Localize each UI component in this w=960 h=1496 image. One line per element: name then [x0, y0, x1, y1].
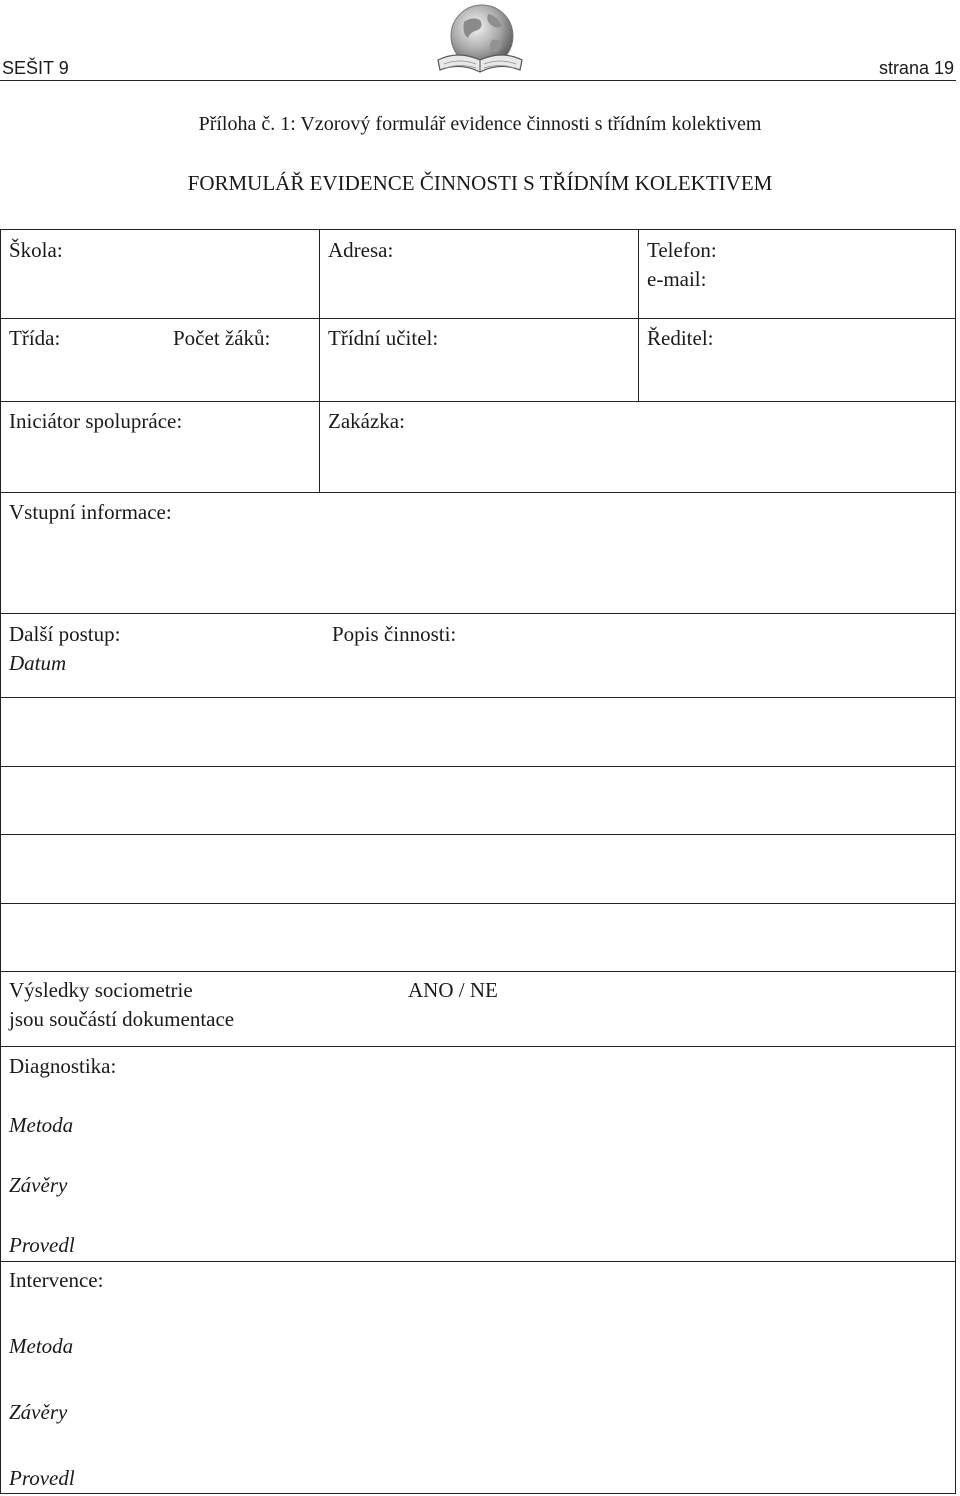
intervention-label: Intervence:: [9, 1268, 104, 1292]
diagnostics-method-label: Metoda: [9, 1113, 74, 1137]
principal-label: Ředitel:: [647, 326, 714, 350]
header-series-label: SEŠIT 9: [2, 58, 69, 78]
evidence-form: [0, 229, 956, 1494]
intervention-method-label: Metoda: [9, 1334, 74, 1358]
column-divider: [638, 230, 639, 401]
row-divider: [1, 492, 955, 493]
email-label: e-mail:: [647, 267, 707, 291]
row-divider: [1, 971, 955, 972]
pupil-count-label: Počet žáků:: [173, 326, 271, 350]
row-divider: [1, 697, 955, 698]
class-teacher-label: Třídní učitel:: [328, 326, 439, 350]
assignment-label: Zakázka:: [328, 409, 405, 433]
header-page-number: strana 19: [878, 58, 954, 78]
activity-description-label: Popis činnosti:: [332, 622, 457, 646]
row-divider: [1, 766, 955, 767]
cooperation-initiator-label: Iniciátor spolupráce:: [9, 409, 183, 433]
intervention-performed-by-label: Provedl: [9, 1466, 75, 1490]
date-label: Datum: [9, 651, 67, 675]
row-divider: [1, 318, 955, 319]
row-divider: [1, 834, 955, 835]
diagnostics-performed-by-label: Provedl: [9, 1233, 75, 1257]
column-divider: [319, 230, 320, 492]
phone-label: Telefon:: [647, 238, 717, 262]
diagnostics-label: Diagnostika:: [9, 1054, 117, 1078]
next-steps-label: Další postup:: [9, 622, 121, 646]
input-information-label: Vstupní informace:: [9, 500, 172, 524]
school-label: Škola:: [9, 238, 63, 262]
row-divider: [1, 1046, 955, 1047]
diagnostics-conclusions-label: Závěry: [9, 1173, 68, 1197]
yes-no-option: ANO / NE: [408, 978, 498, 1002]
row-divider: [1, 903, 955, 904]
row-divider: [1, 613, 955, 614]
address-label: Adresa:: [328, 238, 394, 262]
sociometry-documentation-label: jsou součástí dokumentace: [9, 1007, 235, 1031]
row-divider: [1, 401, 955, 402]
appendix-caption: Příloha č. 1: Vzorový formulář evidence činnosti s třídním kolektivem: [198, 113, 762, 135]
row-divider: [1, 1261, 955, 1262]
sociometry-results-label: Výsledky sociometrie: [9, 978, 193, 1002]
intervention-conclusions-label: Závěry: [9, 1400, 68, 1424]
globe-book-icon: [430, 0, 526, 82]
class-label: Třída:: [9, 326, 61, 350]
form-title: FORMULÁŘ EVIDENCE ČINNOSTI S TŘÍDNÍM KOLEKTIVEM: [187, 171, 773, 195]
